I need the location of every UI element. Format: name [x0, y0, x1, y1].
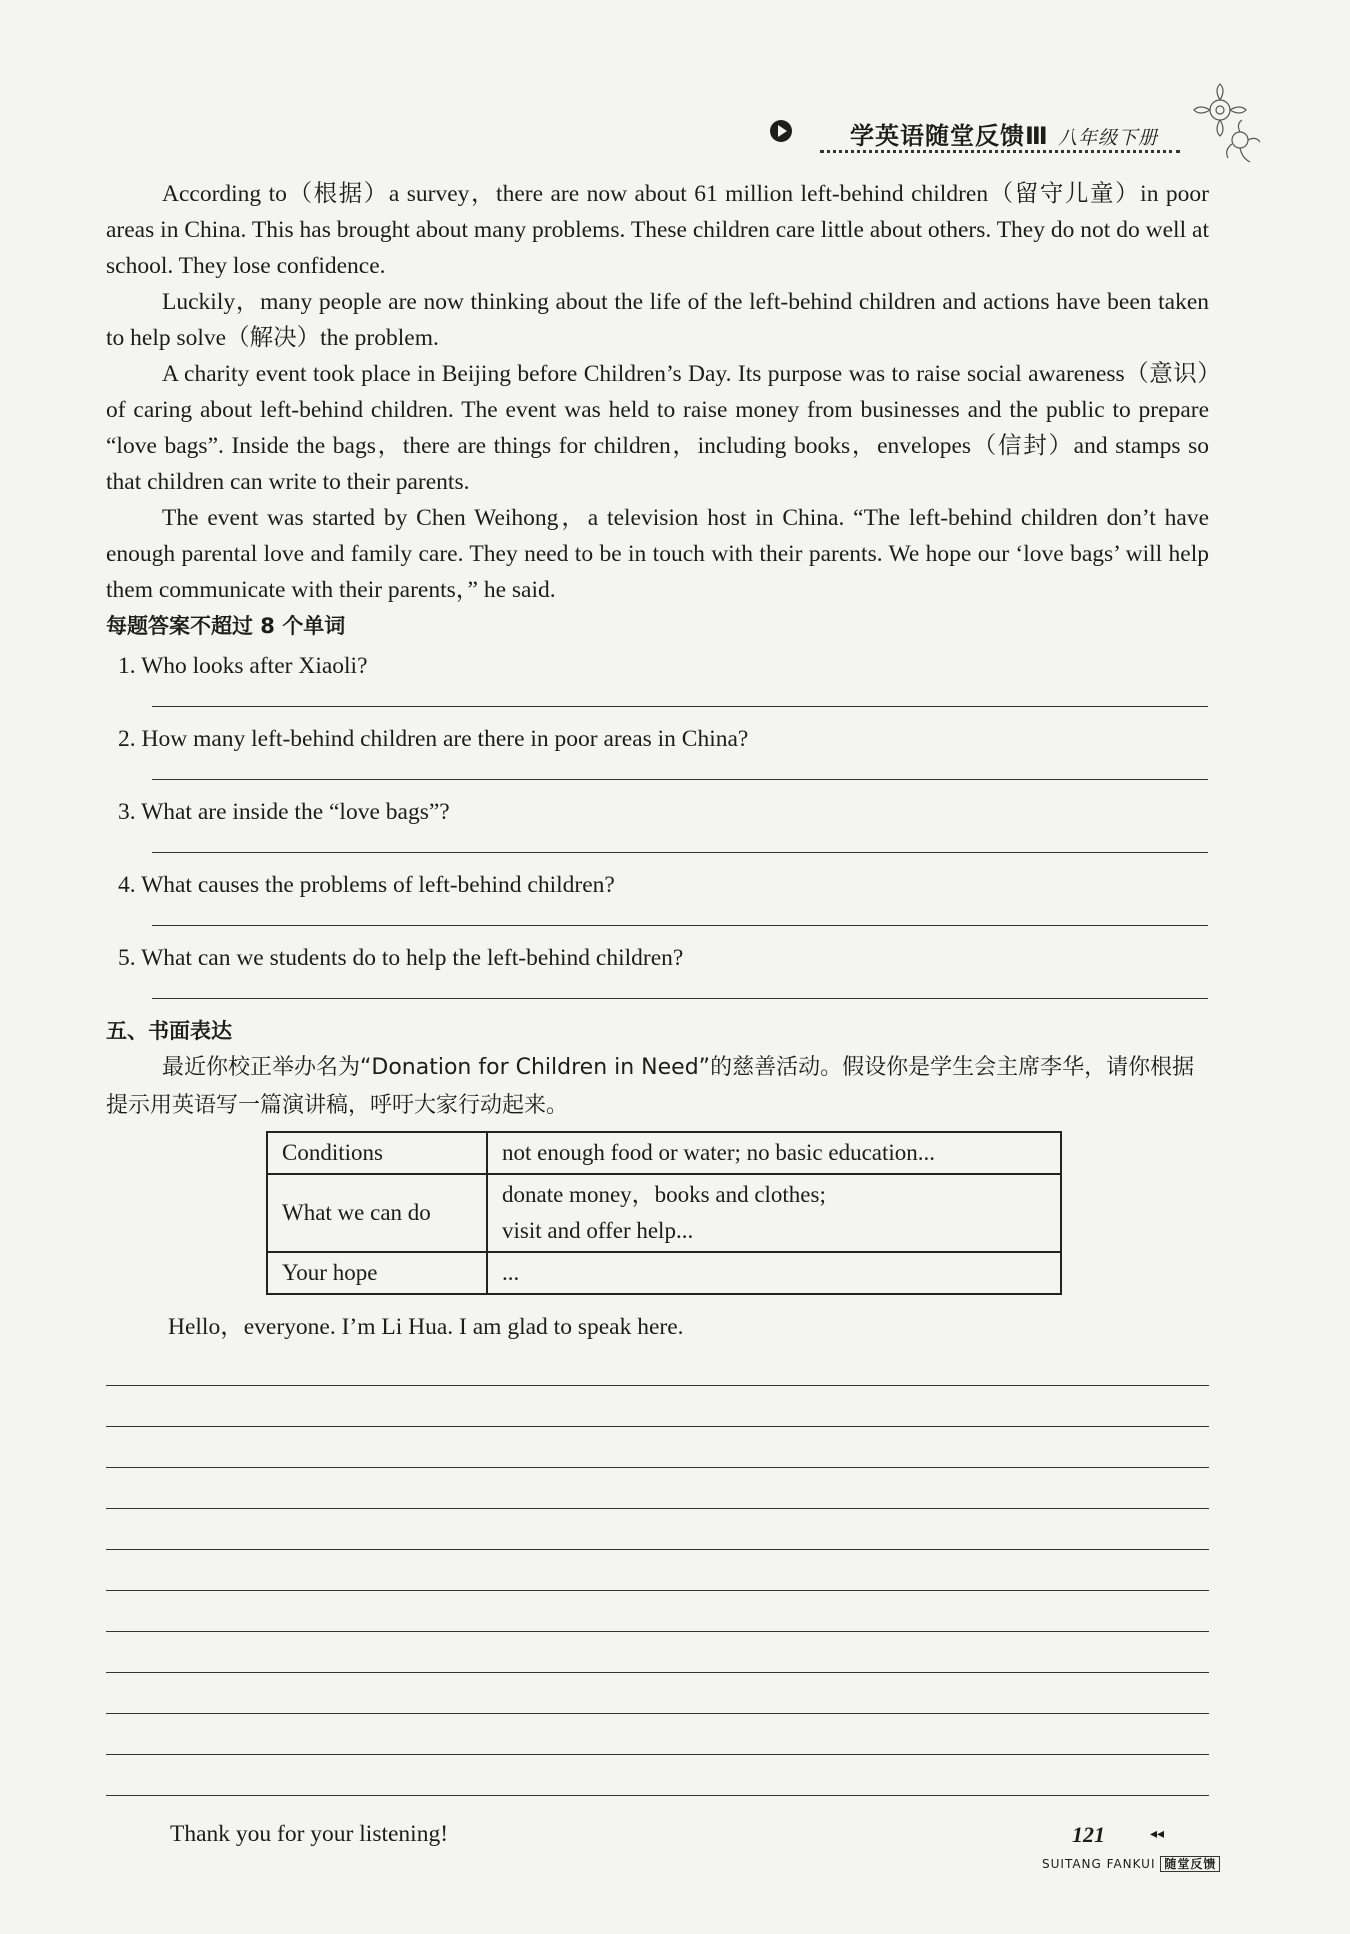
grade-label: 八年级下册: [1058, 127, 1159, 149]
answer-instruction: 每题答案不超过 8 个单词: [106, 614, 346, 638]
table-row: [267, 1174, 1061, 1252]
table-row: [267, 1252, 1061, 1294]
table-key: Conditions: [267, 1132, 487, 1174]
writing-line[interactable]: [106, 1509, 1209, 1550]
page-content: [106, 176, 1209, 1852]
section-title: 五、书面表达: [106, 1019, 232, 1043]
brand-cn: 随堂反馈: [1160, 1856, 1220, 1872]
writing-line[interactable]: [106, 1550, 1209, 1591]
writing-line[interactable]: [106, 1468, 1209, 1509]
writing-line[interactable]: [106, 1673, 1209, 1714]
answer-line[interactable]: [152, 779, 1208, 780]
passage-paragraph: A charity event took place in Beijing before Children’s Day. Its purpose was to raise social awareness（意识）of caring about left-behind children. The event was held to raise money from businesses and the public to prepare “love bags”. Inside the bags，there are things for children，including books，envelopes（信封）and stamps so that children can write to their parents.: [106, 361, 1209, 495]
writing-line[interactable]: [106, 1591, 1209, 1632]
question: 2. How many left-behind children are there in poor areas in China?: [118, 726, 749, 752]
writing-prompt: 最近你校正举办名为“Donation for Children in Need”的慈善活动。假设你是学生会主席李华，请你根据提示用英语写一篇演讲稿，呼吁大家行动起来。: [106, 1055, 1195, 1118]
question: 3. What are inside the “love bags”?: [118, 799, 450, 825]
writing-line[interactable]: [106, 1755, 1209, 1796]
writing-line[interactable]: [106, 1345, 1209, 1386]
answer-line[interactable]: [152, 852, 1208, 853]
speech-closing: Thank you for your listening!: [170, 1821, 449, 1847]
arrow-left-icon: ◂◂: [1150, 1827, 1165, 1842]
answer-line[interactable]: [152, 998, 1208, 999]
question: 1. Who looks after Xiaoli?: [118, 653, 368, 679]
play-icon: [770, 120, 792, 142]
answer-line[interactable]: [152, 706, 1208, 707]
page-number: 121: [1072, 1822, 1105, 1847]
question: 4. What causes the problems of left-behind children?: [118, 872, 615, 898]
header-dotted-rule: [820, 150, 1180, 153]
speech-opening: Hello，everyone. I’m Li Hua. I am glad to speak here.: [168, 1314, 684, 1340]
writing-line[interactable]: [106, 1714, 1209, 1755]
table-value: not enough food or water; no basic education...: [487, 1132, 1061, 1174]
table-value: visit and offer help...: [502, 1218, 694, 1243]
passage-paragraph: The event was started by Chen Weihong，a television host in China. “The left-behind children don’t have enough parental love and family care. They need to be in touch with their parents. We hope our ‘love bags’ will help them communicate with their parents，” he said.: [106, 505, 1209, 603]
book-title: [850, 116, 1158, 151]
flower-decoration-icon: [1180, 80, 1270, 170]
writing-line[interactable]: [106, 1632, 1209, 1673]
writing-line[interactable]: [106, 1427, 1209, 1468]
passage-paragraph: According to（根据）a survey，there are now about 61 million left-behind children（留守儿童）in poor areas in China. This has brought about many problems. These children care little about others. They do not do well at school. They lose confidence.: [106, 181, 1209, 279]
question: 5. What can we students do to help the left-behind children?: [118, 945, 684, 971]
book-title-text: 学英语随堂反馈Ⅲ: [850, 122, 1049, 150]
table-value: donate money，books and clothes;: [502, 1182, 826, 1207]
table-row: [267, 1132, 1061, 1174]
answer-line[interactable]: [152, 925, 1208, 926]
hint-table: [266, 1131, 1062, 1295]
table-key: What we can do: [267, 1174, 487, 1252]
page-header: [770, 112, 1170, 152]
passage-paragraph: Luckily，many people are now thinking about the life of the left-behind children and actions have been taken to help solve（解决）the problem.: [106, 289, 1209, 351]
writing-line[interactable]: [106, 1386, 1209, 1427]
table-key: Your hope: [267, 1252, 487, 1294]
brand-en: SUITANG FANKUI: [1042, 1857, 1156, 1871]
footer-brand: [1042, 1855, 1220, 1872]
table-value: ...: [487, 1252, 1061, 1294]
table-value-cell: [487, 1174, 1061, 1252]
